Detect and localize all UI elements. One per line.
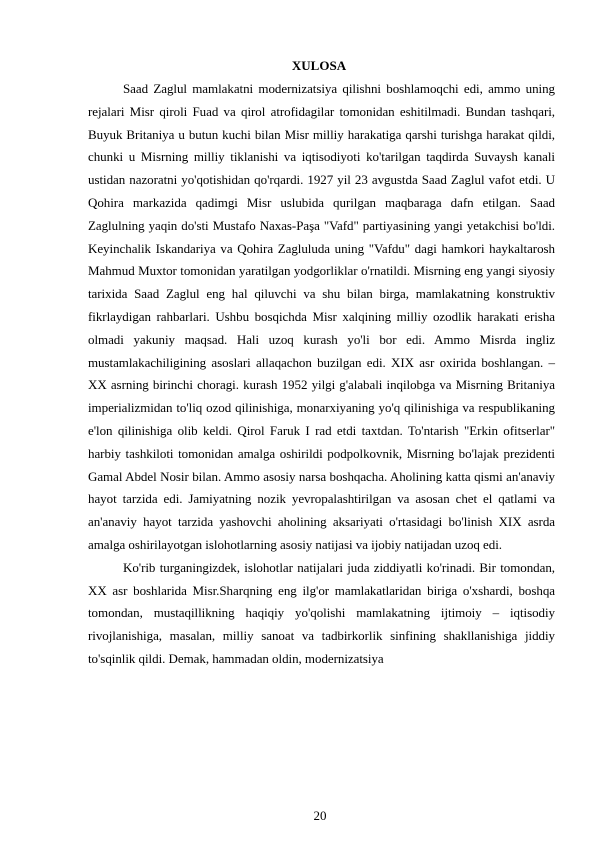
page-title: XULOSA xyxy=(291,58,347,73)
paragraph-2: Ko'rib turganingizdek, islohotlar natijalari juda ziddiyatli ko'rinadi. Bir tomondan, XX asr boshlarida Misr.Sharqning eng ilg'or mamlakatlaridan biriga o'xshardi, boshqa tomondan, mustaqillikning haqiqiy yo'qolishi mamlakatning ijtimoiy – iqtisodiy rivojlanishiga, masalan, milliy sanoat va tadbirkorlik sinfining shakllanishiga jiddiy to'sqinlik qildi. Demak, hammadan oldin, modernizatsiya xyxy=(88,559,555,666)
paragraph-1: Saad Zaglul mamlakatni modernizatsiya qilishni boshlamoqchi edi, ammo uning rejalari Misr qiroli Fuad va qirol atrofidagilar tomonidan eshitilmadi. Bundan tashqari, Buyuk Britaniya u butun kuchi bilan Misr milliy harakatiga qarshi turishga harakat qildi, chunki u Misrning milliy tiklanishi va iqtisodiyoti ko'tarilgan taqdirda Suvaysh kanali ustidan nazoratni yo'qotishidan qo'rqardi. 1927 yil 23 avgustda Saad Zaglul vafot etdi. U Qohira markazida qadimgi Misr uslubida qurilgan maqbaraga dafn etilgan. Saad Zaglulning yaqin do'sti Mustafo Naxas-Paşa "Vafd" partiyasining yangi yetakchisi bo'ldi. Keyinchalik Iskandariya va Qohira Zagluluda uning "Vafdu" dagi hamkori haykaltarosh Mahmud Muxtor tomonidan yaratilgan yodgorliklar o'rnatildi. Misrning eng yangi siyosiy tarixida Saad Zaglul eng hal qiluvchi va shu bilan birga, mamlakatning konstruktiv fikrlaydigan rahbarlari. Ushbu bosqichda Misr xalqining milliy ozodlik harakati erisha olmadi yakuniy maqsad. Hali uzoq kurash yo'li bor edi. Ammo Misrda ingliz mustamlakachiligining asoslari allaqachon buzilgan edi. XIX asr oxirida boshlangan. – XX asrning birinchi choragi. kurash 1952 yilgi g'alabali inqilobga va Misrning Britaniya imperializmidan to'liq ozod qilinishiga, monarxiyaning yo'q qilinishiga va respublikaning e'lon qilinishiga olib keldi. Qirol Faruk I rad etdi taxtdan. To'ntarish "Erkin ofitserlar" harbiy tashkiloti tomonidan amalga oshirildi podpolkovnik, Misrning bo'lajak prezidenti Gamal Abdel Nosir bilan. Ammo asosiy narsa boshqacha. Aholining katta qismi an'anaviy hayot tarzida edi. Jamiyatning nozik yevropalashtirilgan va asosan chet el qatlami va an'anaviy hayot tarzida yashovchi aholining aksariyati o'rtasidagi bo'linish XIX asrda amalga oshirilayotgan islohotlarning asosiy natijasi va ijobiy natijadan uzoq edi. xyxy=(88,81,555,552)
page-number: 20 xyxy=(313,808,327,823)
body-text xyxy=(88,78,555,671)
